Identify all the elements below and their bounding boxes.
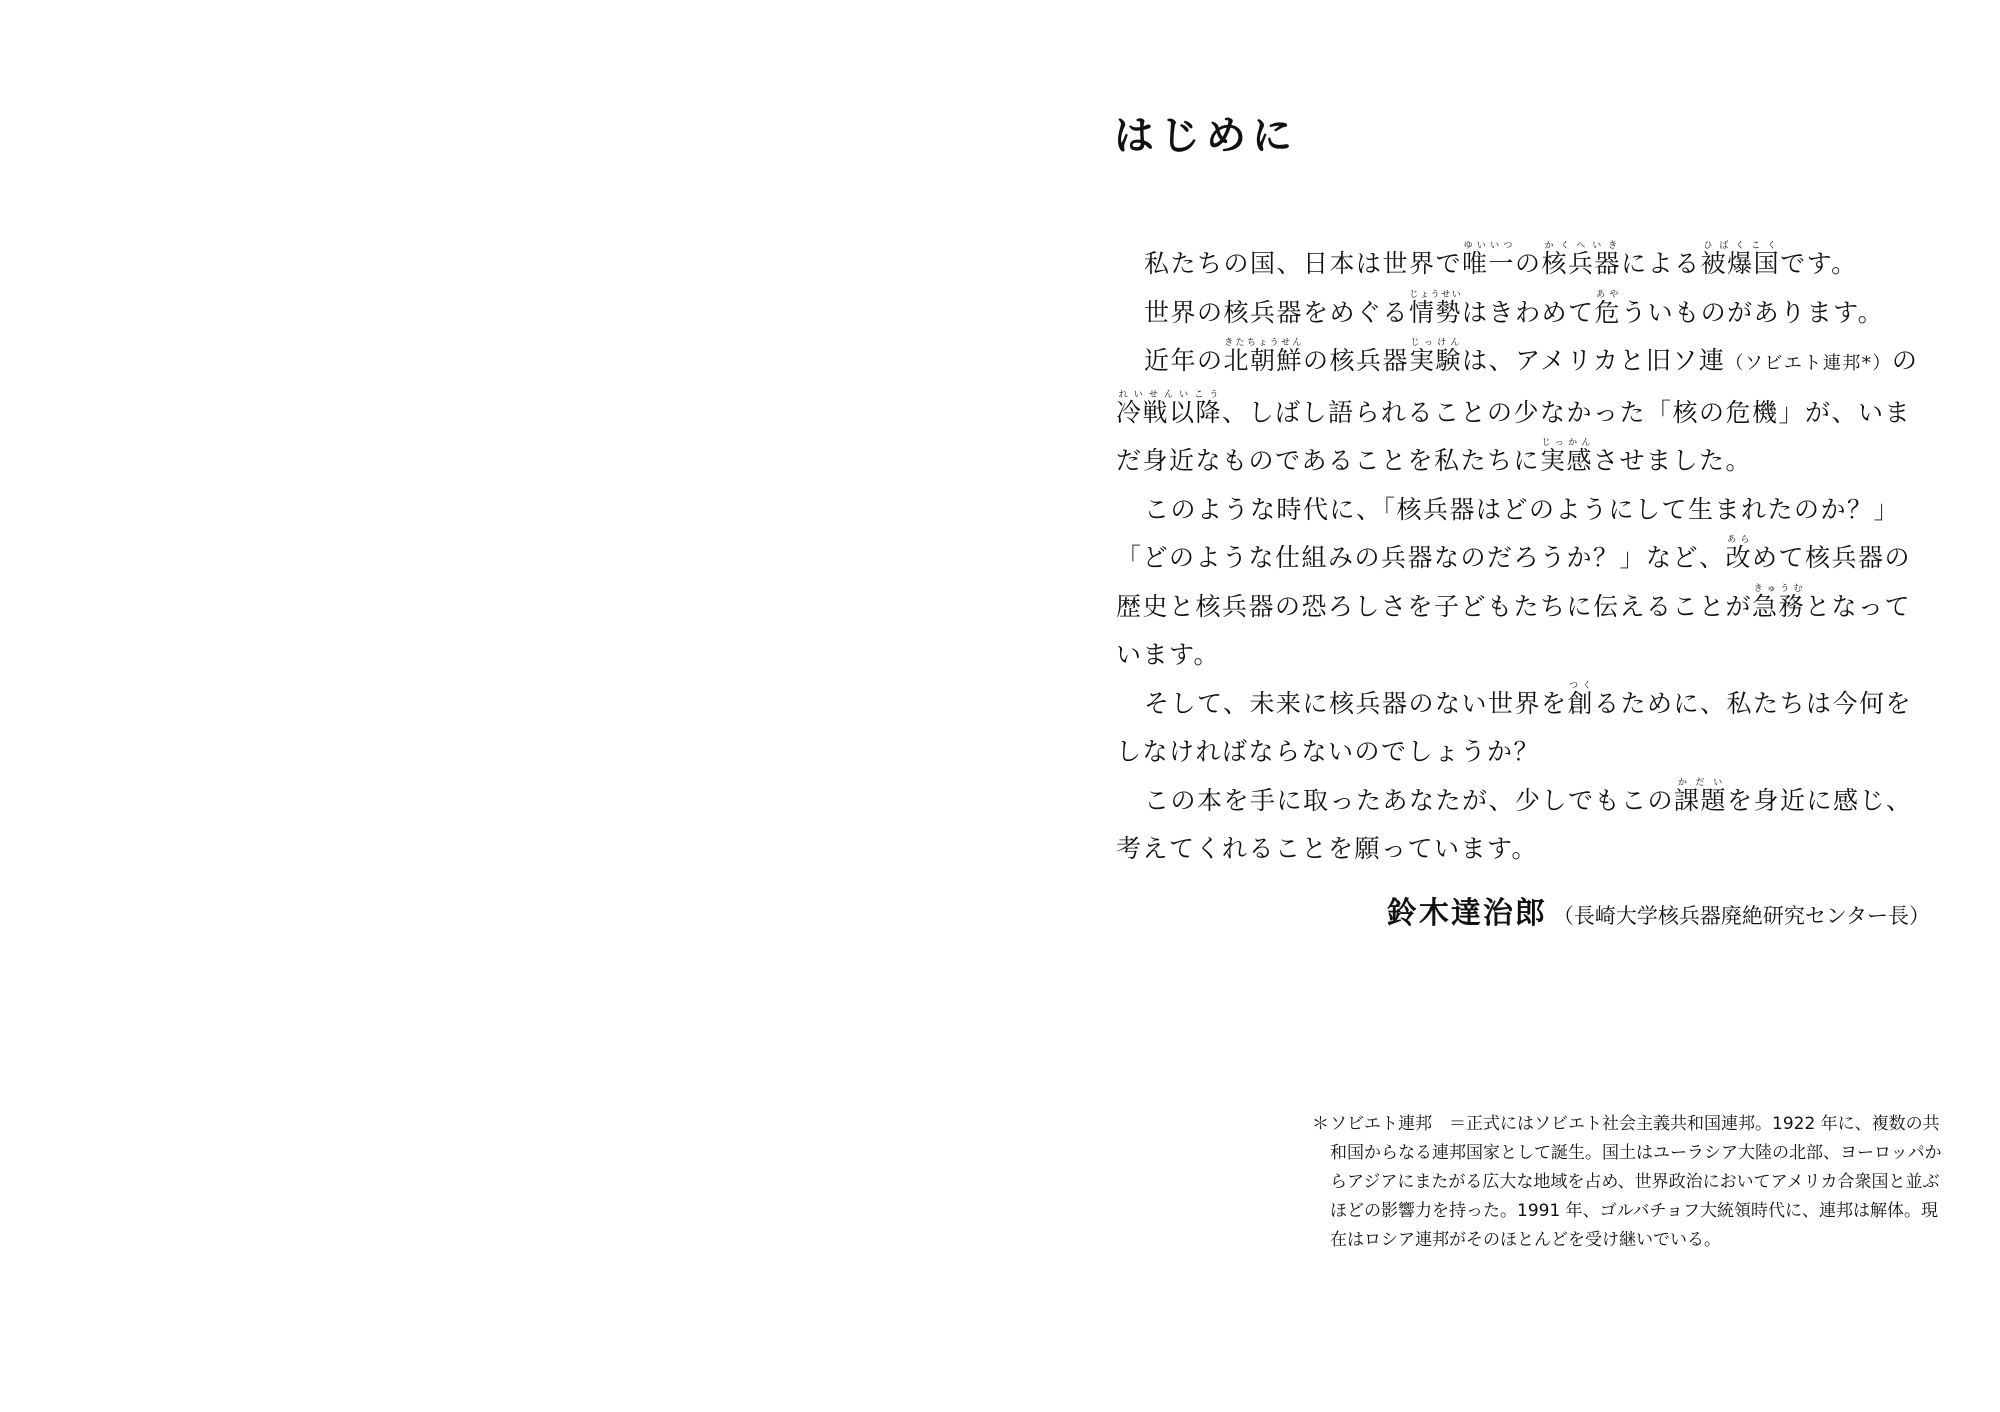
paragraph-1: 私たちの国、日本は世界で唯一ゆいいつの核兵器かくへいきによる被爆国ひばくこくです。 <box>1144 241 1858 278</box>
author-name: 鈴木達治郎 <box>1386 896 1547 931</box>
footnote-text: ＝正式にはソビエト社会主義共和国連邦。1922 年に、複数の共和国からなる連邦国家として誕生。国土はユーラシア大陸の北部、ヨーロッパからアジアにまたがる広大な地域を占め、世界政治においてアメリカ合衆国と並ぶほどの影響力を持った。1991 年、ゴルバチョフ大統領時代に、連邦は解体。現在はロシア連邦がそのほとんどを受け継いでいる。 <box>1330 1114 1942 1250</box>
body-text <box>1116 240 1936 874</box>
author-role: （長崎大学核兵器廃絶研究センター長） <box>1552 904 1930 928</box>
footnote-asterisk: ＊ <box>1312 1114 1329 1134</box>
paragraph-6: この本を手に取ったあなたが、少しでもこの課題かだいを身近に感じ、考えてくれることを願っています。 <box>1116 777 1913 863</box>
footnote <box>1312 1110 1952 1255</box>
paragraph-5: そして、未来に核兵器のない世界を創つくるために、私たちは今何をしなければならないのでしょうか？ <box>1116 680 1913 766</box>
page-title: はじめに <box>1114 112 1298 159</box>
footnote-term: ソビエト連邦 <box>1330 1114 1432 1134</box>
paragraph-3: 近年の北朝鮮きたちょうせんの核兵器実験じっけんは、アメリカと旧ソ連（ソビエト連邦*）の冷戦以降れいせんいこう、しばし語られることの少なかった「核の危機」が、いまだ身近なものであることを私たちに実感じっかんさせました。 <box>1116 338 1919 475</box>
paragraph-2: 世界の核兵器をめぐる情勢じょうせいはきわめて危あやういものがあります。 <box>1144 289 1885 327</box>
author-signature <box>1387 888 1930 932</box>
paragraph-4: このような時代に、「核兵器はどのようにして生まれたのか？」「どのような仕組みの兵器なのだろうか？」など、改あらめて核兵器の歴史と核兵器の恐ろしさを子どもたちに伝えることが急務きゅうむとなっています。 <box>1116 494 1912 669</box>
soviet-union-note: （ソビエト連邦*） <box>1725 353 1892 374</box>
